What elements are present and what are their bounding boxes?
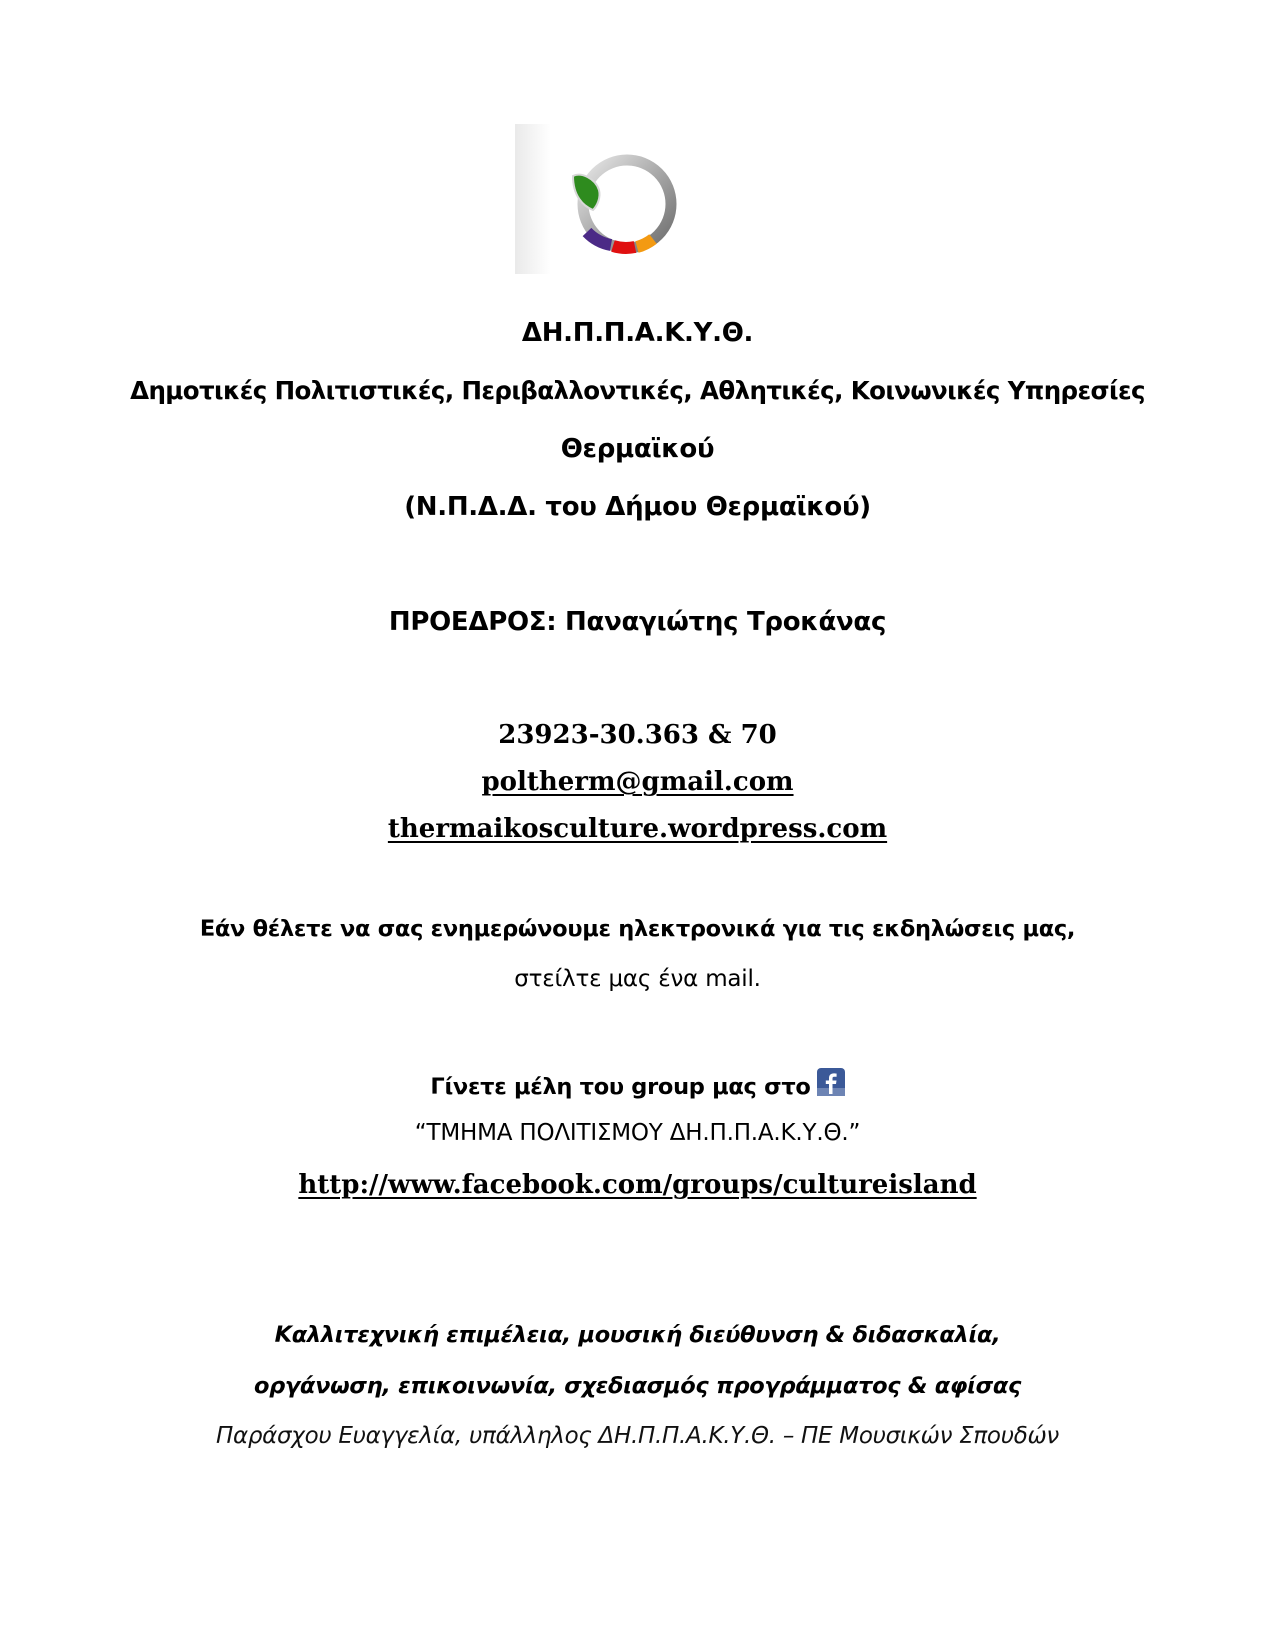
facebook-icon[interactable] (817, 1068, 845, 1096)
website-link[interactable]: thermaikosculture.wordpress.com (387, 814, 888, 844)
president-line: ΠΡΟΕΔΡΟΣ: Παναγιώτης Τροκάνας (388, 607, 887, 637)
organization-name-line2: Θερμαϊκού (560, 434, 715, 464)
credits-person: Παράσχου Ευαγγελία, υπάλληλος ΔΗ.Π.Π.Α.Κ.Υ.Θ. – ΠΕ Μουσικών Σπουδών (216, 1423, 1059, 1449)
organization-logo (515, 124, 705, 274)
logo-shadow (515, 124, 551, 274)
facebook-group-link[interactable]: http://www.facebook.com/groups/cultureisland (298, 1170, 977, 1200)
phone-number: 23923-30.363 & 70 (498, 720, 777, 750)
email-line (0, 767, 1275, 797)
legal-form: (Ν.Π.Δ.Δ. του Δήμου Θερμαϊκού) (404, 492, 871, 522)
acronym-heading: ΔΗ.Π.Π.Α.Κ.Υ.Θ. (521, 318, 754, 348)
facebook-url-line (0, 1170, 1275, 1200)
newsletter-line1: Εάν θέλετε να σας ενημερώνουμε ηλεκτρονικά για τις εκδηλώσεις μας, (199, 916, 1076, 942)
website-line (0, 814, 1275, 844)
credits-role-line2: οργάνωση, επικοινωνία, σχεδιασμός προγράμματος & αφίσας (253, 1373, 1022, 1399)
facebook-invite-text: Γίνετε μέλη του group μας στο (430, 1074, 811, 1100)
email-link[interactable]: poltherm@gmail.com (481, 767, 794, 797)
facebook-invite-line (0, 1068, 1275, 1100)
organization-name-line1: Δημοτικές Πολιτιστικές, Περιβαλλοντικές, Αθλητικές, Κοινωνικές Υπηρεσίες (130, 376, 1145, 405)
facebook-group-name: “ΤΜΗΜΑ ΠΟΛΙΤΙΣΜΟΥ ΔΗ.Π.Π.Α.Κ.Υ.Θ.” (414, 1120, 861, 1146)
ring-logo-icon (565, 146, 695, 266)
credits-role-line1: Καλλιτεχνική επιμέλεια, μουσική διεύθυνση & διδασκαλία, (274, 1322, 1001, 1348)
newsletter-line2: στείλτε μας ένα mail. (514, 966, 761, 992)
